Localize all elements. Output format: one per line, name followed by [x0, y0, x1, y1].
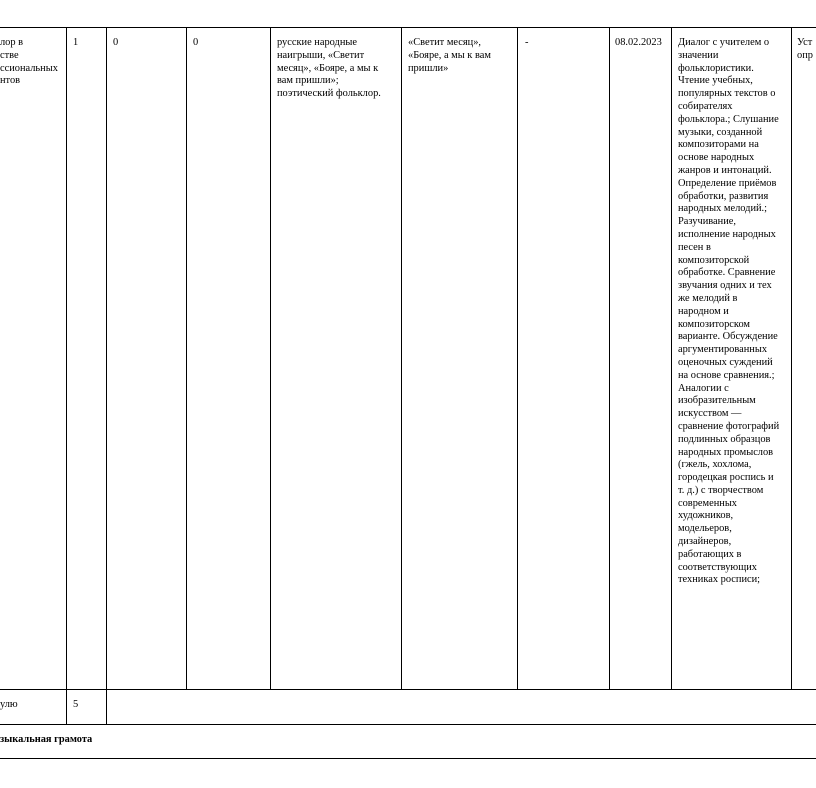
control-cell: Уст опр	[797, 37, 813, 61]
col-divider-4	[270, 27, 271, 689]
row-bottom-border	[0, 689, 816, 690]
hours-practical-cell: 0	[193, 37, 199, 48]
listening-cell: «Светит месяц», «Бояре, а мы к вам пришли»	[408, 37, 491, 74]
col-divider-1	[66, 27, 67, 724]
col-divider-9	[791, 27, 792, 689]
activities-cell: Диалог с учителем о значении фольклористики. Чтение учебных, популярных текстов о собирателях фольклора.; Слушание музыки, созданной композиторами на основе народных жанров и интонаций. Определение приёмов обработки, развития народных мелодий.; Разучивание, исполнение народных песен в композиторской обработке. Сравнение звучания одних и тех же мелодий в народном и композиторском варианте. Обсуждение аргументированных оценочных суждений на основе сравнения.; Аналогии с изобразительным искусством — сравнение фотографий подлинных образцов народных промыслов (гжель, хохлома, городецкая роспись и т. д.) с творчеством современных художников, модельеров, дизайнеров, работающих в соответствующих техниках росписи;	[678, 37, 780, 586]
date-cell: 08.02.2023	[615, 37, 662, 48]
table-top-border	[0, 27, 816, 28]
summary-bottom-border	[0, 724, 816, 725]
summary-label-cell: улю	[0, 699, 18, 710]
section-title: зыкальная грамота	[0, 734, 93, 745]
col-divider-2	[106, 27, 107, 724]
col-divider-6	[517, 27, 518, 689]
hours-total-cell: 1	[73, 37, 79, 48]
col-divider-3	[186, 27, 187, 689]
col-divider-5	[401, 27, 402, 689]
summary-hours-cell: 5	[73, 699, 79, 710]
repertoire-cell: русские народные наигрыши, «Светит месяц», «Бояре, а мы к вам пришли»; поэтический фольклор.	[277, 37, 381, 100]
col-divider-7	[609, 27, 610, 689]
col-divider-8	[671, 27, 672, 689]
performance-cell: -	[525, 37, 529, 48]
section-bottom-border	[0, 758, 816, 759]
hours-control-cell: 0	[113, 37, 119, 48]
topic-cell: лор в стве ссиональных нтов	[0, 37, 58, 87]
